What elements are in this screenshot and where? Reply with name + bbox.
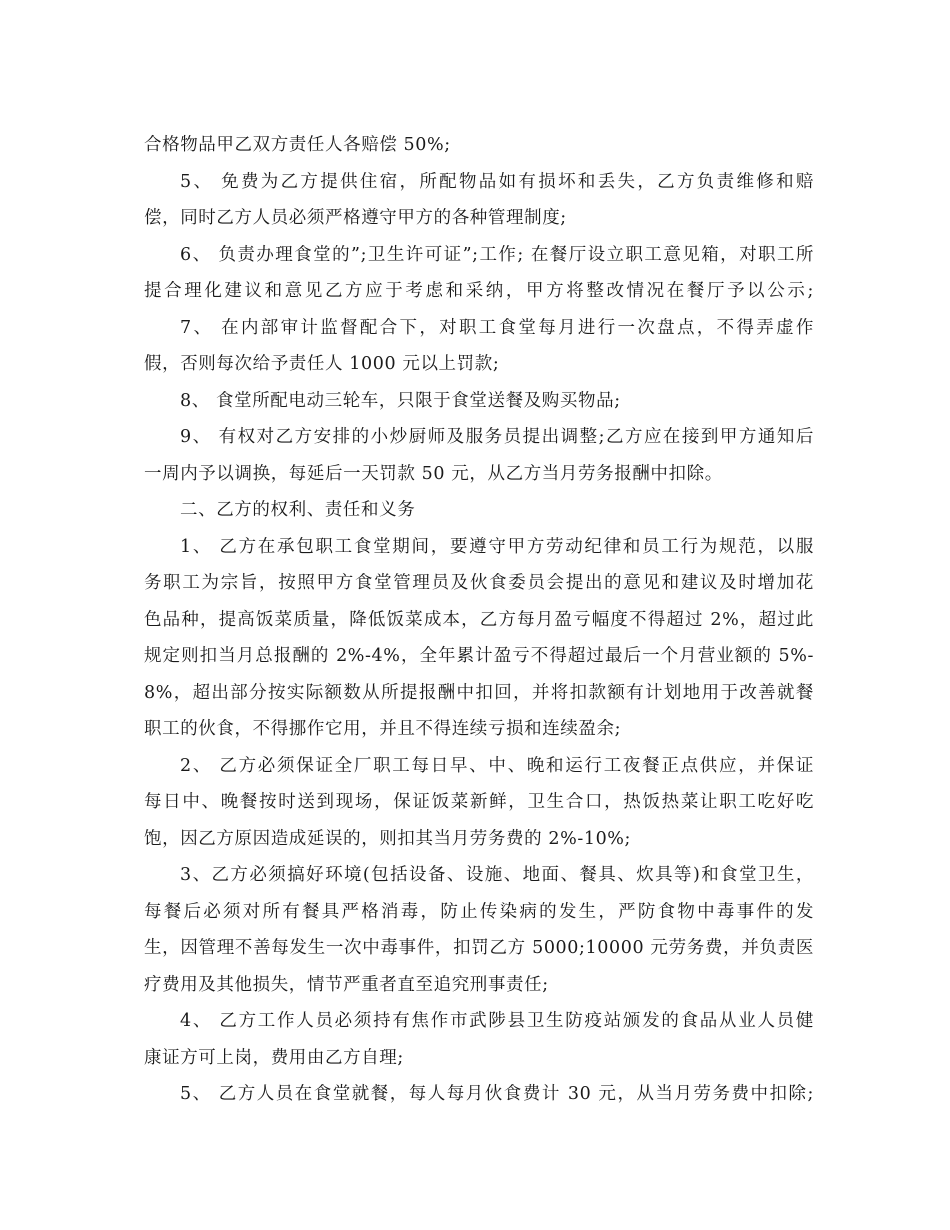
text-line: 8%，超出部分按实际额数从所提报酬中扣回，并将扣款额有计划地用于改善就餐 (144, 683, 814, 703)
text-line: 1、 乙方在承包职工食堂期间，要遵守甲方劳动纪律和员工行为规范，以服 (180, 537, 814, 557)
text-line: 色品种，提高饭菜质量，降低饭菜成本，乙方每月盈亏幅度不得超过 2%，超过此 (144, 610, 814, 630)
text-line: 每餐后必须对所有餐具严格消毒，防止传染病的发生，严防食物中毒事件的发 (144, 902, 814, 922)
text-line: 3、乙方必须搞好环境(包括设备、设施、地面、餐具、炊具等)和食堂卫生， (180, 865, 814, 885)
text-line: 务职工为宗旨，按照甲方食堂管理员及伙食委员会提出的意见和建议及时增加花 (144, 573, 814, 593)
text-line: 2、 乙方必须保证全厂职工每日早、中、晚和运行工夜餐正点供应，并保证 (180, 756, 814, 776)
text-line: 康证方可上岗，费用由乙方自理; (144, 1048, 404, 1068)
text-line: 每日中、晚餐按时送到现场，保证饭菜新鲜，卫生合口，热饭热菜让职工吃好吃 (144, 792, 814, 812)
text-line: 一周内予以调换，每延后一天罚款 50 元，从乙方当月劳务报酬中扣除。 (144, 464, 723, 484)
text-line: 7、 在内部审计监督配合下，对职工食堂每月进行一次盘点，不得弄虚作 (180, 318, 814, 338)
text-line: 合格物品甲乙双方责任人各赔偿 50%; (144, 135, 451, 155)
text-line: 8、 食堂所配电动三轮车，只限于食堂送餐及购买物品; (180, 391, 621, 411)
text-line: 饱，因乙方原因造成延误的，则扣其当月劳务费的 2%-10%; (144, 829, 632, 849)
text-line: 5、 乙方人员在食堂就餐，每人每月伙食费计 30 元，从当月劳务费中扣除; (180, 1084, 814, 1104)
text-line: 提合理化建议和意见乙方应于考虑和采纳，甲方将整改情况在餐厅予以公示; (144, 281, 814, 301)
text-line: 生，因管理不善每发生一次中毒事件，扣罚乙方 5000;10000 元劳务费，并负责医 (144, 938, 814, 958)
text-line: 9、 有权对乙方安排的小炒厨师及服务员提出调整;乙方应在接到甲方通知后 (180, 427, 814, 447)
text-line: 职工的伙食，不得挪作它用，并且不得连续亏损和连续盈余; (144, 719, 622, 739)
text-line: 偿，同时乙方人员必须严格遵守甲方的各种管理制度; (144, 208, 567, 228)
text-line: 假，否则每次给予责任人 1000 元以上罚款; (144, 354, 500, 374)
section-heading: 二、乙方的权利、责任和义务 (180, 500, 416, 520)
text-line: 规定则扣当月总报酬的 2%-4%，全年累计盈亏不得超过最后一个月营业额的 5%- (144, 646, 814, 666)
text-line: 5、 免费为乙方提供住宿，所配物品如有损坏和丢失，乙方负责维修和赔 (180, 172, 814, 192)
text-line: 4、 乙方工作人员必须持有焦作市武陟县卫生防疫站颁发的食品从业人员健 (180, 1011, 814, 1031)
text-line: 疗费用及其他损失，情节严重者直至追究刑事责任; (144, 975, 549, 995)
text-line: 6、 负责办理食堂的”;卫生许可证”;工作; 在餐厅设立职工意见箱，对职工所 (180, 245, 814, 265)
